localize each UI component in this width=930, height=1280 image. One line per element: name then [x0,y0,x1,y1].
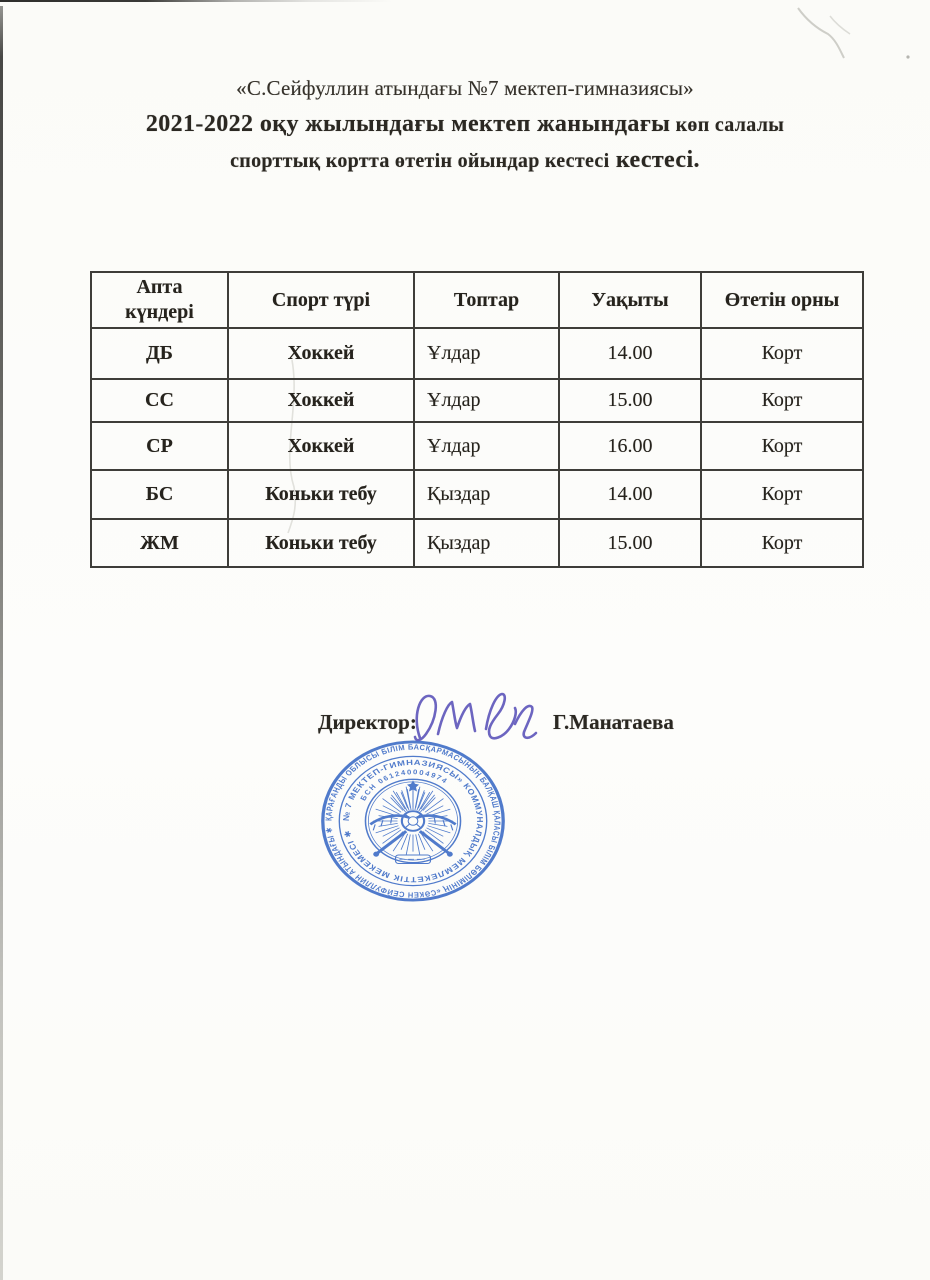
cell-time: 14.00 [559,328,701,379]
col-header-weekdays: Апта күндері [91,272,228,328]
stamp-bsn-text: БСН 061240004974 [358,767,451,802]
emblem-baton-right [420,831,449,853]
director-name: Г.Манатаева [553,710,674,734]
cell-sport: Хоккей [228,379,414,422]
director-label: Директор: [318,710,417,734]
emblem-wing-left [370,816,409,825]
scan-scratch-top-right [770,0,930,80]
scan-edge-top [0,0,560,2]
emblem-shanyrak [402,811,424,831]
cell-sport: Хоккей [228,328,414,379]
table-row [91,519,863,567]
table-row [91,470,863,519]
table-row [91,422,863,470]
emblem-wing-right [417,816,456,825]
cell-sport: Коньки тебу [228,519,414,567]
cell-venue: Корт [701,470,863,519]
cell-group: Қыздар [414,470,559,519]
emblem-baton-left [377,831,406,853]
table-row [91,328,863,379]
subtitle1-main: 2021-2022 оқу жылындағы мектеп жанындағы [145,111,671,137]
cell-sport: Коньки тебу [228,470,414,519]
cell-day: БС [91,470,228,519]
cell-sport: Хоккей [228,422,414,470]
cell-time: 15.00 [559,379,701,422]
stamp-emblem [365,779,460,863]
scan-edge-left [0,6,3,1280]
cell-venue: Корт [701,379,863,422]
cell-day: СР [91,422,228,470]
subtitle1-tail: көп салалы [670,114,785,136]
col-header-groups: Топтар [414,272,559,328]
document-subtitle-line2 [0,147,930,174]
col-header-time: Уақыты [559,272,701,328]
table-header-row [91,272,863,328]
cell-venue: Корт [701,519,863,567]
cell-day: ДБ [91,328,228,379]
cell-time: 15.00 [559,519,701,567]
table-row [91,379,863,422]
cell-group: Ұлдар [414,328,559,379]
cell-venue: Корт [701,422,863,470]
cell-day: СС [91,379,228,422]
cell-day: ЖМ [91,519,228,567]
official-stamp [316,736,510,906]
cell-venue: Корт [701,328,863,379]
cell-group: Ұлдар [414,422,559,470]
cell-group: Қыздар [414,519,559,567]
col-header-sport: Спорт түрі [228,272,414,328]
cell-time: 14.00 [559,470,701,519]
subtitle2-tail: кестесі. [609,147,700,173]
subtitle2-main: спорттық кортта өтетін ойындар кестесі [230,150,610,172]
stamp-outer-text: ҚАРАҒАНДЫ ОБЛЫСЫ БІЛІМ БАСҚАРМАСЫНЫҢ БАЛҚАШ ҚАЛАСЫ БІЛІМ БӨЛІМІНІҢ «СӘКЕН СЕЙФУЛЛИН АТЫНДАҒЫ ✱ [324,743,503,899]
schedule-table [90,271,864,568]
cell-group: Ұлдар [414,379,559,422]
col-header-venue: Өтетін орны [701,272,863,328]
document-subtitle-line1 [0,111,930,138]
cell-time: 16.00 [559,422,701,470]
document-title: «С.Сейфуллин атындағы №7 мектеп-гимназиясы» [236,76,694,100]
stamp-inner-text: № 7 МЕКТЕП-ГИМНАЗИЯСЫ» КОММУНАЛДЫҚ МЕМЛЕКЕТТІК МЕКЕМЕСІ ✱ [341,758,485,884]
emblem-sun-rays [373,787,453,856]
